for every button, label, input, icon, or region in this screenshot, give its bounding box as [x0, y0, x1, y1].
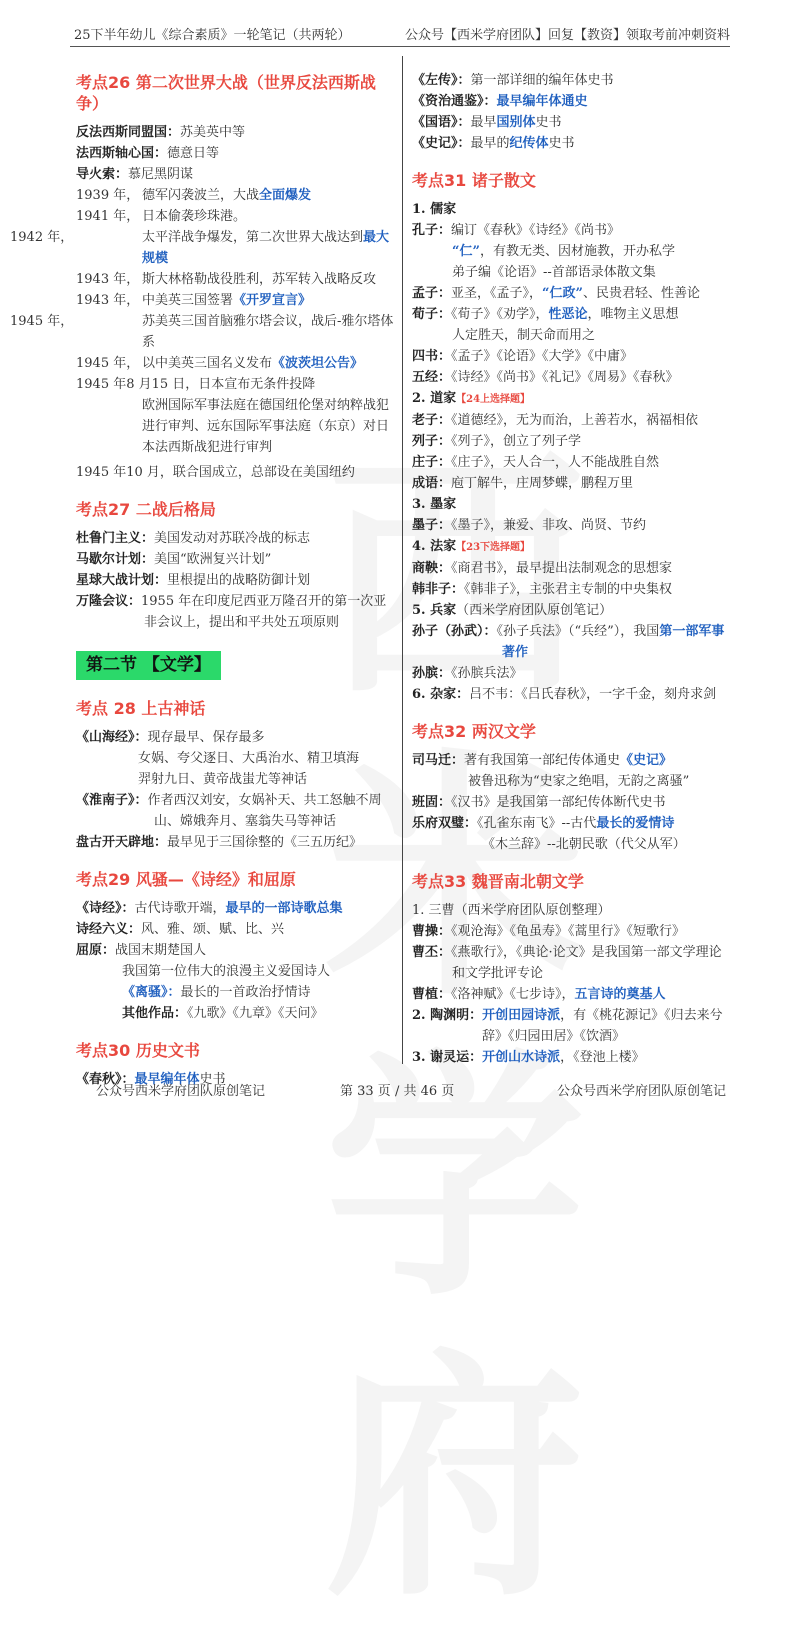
kp26-event: 1945 年8 月15 日，日本宣布无条件投降 — [76, 377, 316, 392]
page-header — [70, 22, 730, 47]
kp30-zuozhuan: 《左传》：第一部详细的编年体史书 — [412, 73, 614, 88]
kp33-sancao: 1. 三曹（西米学府团队原创整理） — [412, 903, 611, 918]
page-number: 第 33 页 / 共 46 页 — [340, 1084, 455, 1099]
kp30-guoyu: 《国语》：最早国别体史书 — [412, 115, 562, 130]
kp27-item: 万隆会议：1955 年在印度尼西亚万隆召开的第一次亚非会议上，提出和平共处五项原则 — [76, 594, 387, 630]
kp31-sunwu: 孙子（孙武）：《孙子兵法》（“兵经”），我国第一部军事著作 — [412, 624, 725, 660]
kp29-other: 其他作品：《九歌》《九章》《天问》 — [122, 1006, 324, 1021]
left-column — [10, 70, 394, 1090]
kp31-zhuangzi: 庄子：《庄子》，天人合一，人不能战胜自然 — [412, 455, 660, 470]
kp31-shangyang: 商鞅：《商君书》，最早提出法制观念的思想家 — [412, 561, 673, 576]
footer-left: 公众号西米学府团队原创笔记 — [96, 1084, 266, 1099]
kp28-pangu: 盘古开天辟地：最早见于三国徐整的《三五历纪》 — [76, 835, 363, 850]
kp28-shj-line: 女娲、夸父逐日、大禹治水、精卫填海 — [138, 751, 360, 766]
kp33-title: 考点33 魏晋南北朝文学 — [412, 872, 584, 891]
kp26-event: 1941 年， 日本偷袭珍珠港。 — [76, 209, 247, 224]
kp31-mo: 3. 墨家 — [412, 497, 457, 512]
kp32-yuefu-line: 《木兰辞》--北朝民歌（代父从军） — [482, 837, 686, 852]
kp31-hanfei: 韩非子：《韩非子》，主张君主专制的中央集权 — [412, 582, 673, 597]
kp27-title: 考点27 二战后格局 — [76, 500, 216, 519]
kp31-laozi: 老子：《道德经》，无为而治，上善若水，祸福相依 — [412, 413, 699, 428]
kp26-fuse: 导火索：慕尼黑阴谋 — [76, 167, 194, 182]
kp31-bing: 5. 兵家（西米学府团队原创笔记） — [412, 603, 613, 618]
kp26-ally: 反法西斯同盟国：苏美英中等 — [76, 125, 246, 140]
kp31-title: 考点31 诸子散文 — [412, 171, 536, 190]
kp31-sunbin: 孙膑：《孙膑兵法》 — [412, 666, 523, 681]
kp28-shj-line: 羿射九日、黄帝战蚩尤等神话 — [138, 772, 308, 787]
kp31-dao: 2. 道家【24上选择题】 — [412, 391, 531, 406]
kp32-bangu: 班固：《汉书》是我国第一部纪传体断代史书 — [412, 795, 666, 810]
kp26-event: 1939 年， 德军闪袭波兰，大战全面爆发 — [76, 188, 312, 203]
kp28-title: 考点 28 上古神话 — [76, 699, 206, 718]
kp32-title: 考点32 两汉文学 — [412, 722, 536, 741]
kp31-xunzi: 荀子：《荀子》《劝学》，性恶论，唯物主义思想 — [412, 307, 679, 322]
kp26-event: 1945 年10 月，联合国成立，总部设在美国纽约 — [76, 465, 355, 480]
kp33-caozhi: 曹植：《洛神赋》《七步诗》，五言诗的奠基人 — [412, 987, 666, 1002]
kp31-chengyu: 成语：庖丁解牛，庄周梦蝶，鹏程万里 — [412, 476, 634, 491]
kp28-shj: 《山海经》：现存最早、保存最多 — [76, 730, 265, 745]
kp32-simaqian: 司马迁：著有我国第一部纪传体通史《史记》 — [412, 753, 673, 768]
kp26-event: 1943 年， 中美英三国签署《开罗宣言》 — [76, 293, 312, 308]
kp31-kongzi-line: 弟子编《论语》--首部语录体散文集 — [452, 265, 656, 280]
kp26-axis: 法西斯轴心国：德意日等 — [76, 146, 220, 161]
header-right: 公众号【西米学府团队】回复【教资】领取考前冲刺资料 — [404, 28, 730, 43]
kp30-title: 考点30 历史文书 — [76, 1041, 200, 1060]
kp31-kongzi-line: “仁”，有教无类、因材施教，开办私学 — [452, 244, 675, 259]
kp26-title: 考点26 第二次世界大战（世界反法西斯战争） — [76, 73, 376, 113]
kp29-shijing: 《诗经》：古代诗歌开端，最早的一部诗歌总集 — [76, 901, 343, 916]
kp26-event: 1945 年， 以中美英三国名义发布《波茨坦公告》 — [76, 356, 364, 371]
kp30-shiji: 《史记》：最早的纪传体史书 — [412, 136, 575, 151]
kp28-hnz: 《淮南子》：作者西汉刘安，女娲补天、共工怒触不周山、嫦娥奔月、塞翁失马等神话 — [76, 793, 382, 829]
kp31-wujing: 五经：《诗经》《尚书》《礼记》《周易》《春秋》 — [412, 370, 679, 385]
kp27-item: 杜鲁门主义：美国发动对苏联冷战的标志 — [76, 531, 311, 546]
kp29-lisao: 《离骚》：最长的一首政治抒情诗 — [122, 985, 311, 1000]
kp29-quyuan-line: 我国第一位伟大的浪漫主义爱国诗人 — [122, 964, 331, 979]
kp26-trials: 欧洲国际军事法庭在德国纽伦堡对纳粹战犯进行审判、远东国际军事法庭（东京）对日本法西斯战犯进行审判 — [142, 398, 390, 455]
kp26-event: 1942 年， 太平洋战争爆发，第二次世界大战达到最大规模 — [10, 230, 390, 266]
kp26-event: 1945 年， 苏美英三国首脑雅尔塔会议，战后-雅尔塔体系 — [10, 314, 394, 350]
kp29-title: 考点29 风骚—《诗经》和屈原 — [76, 870, 296, 889]
right-column — [412, 70, 732, 1068]
kp31-kongzi: 孔子：编订《春秋》《诗经》《尚书》 — [412, 223, 621, 238]
kp32-yuefu: 乐府双璧：《孔雀东南飞》--古代最长的爱情诗 — [412, 816, 675, 831]
kp33-caopi: 曹丕：《燕歌行》，《典论·论文》是我国第一部文学理论和文学批评专论 — [412, 945, 722, 981]
kp31-sishu: 四书：《孟子》《论语》《大学》《中庸》 — [412, 349, 634, 364]
kp30-zztj: 《资治通鉴》：最早编年体通史 — [412, 94, 588, 109]
kp31-ru: 1. 儒家 — [412, 202, 457, 217]
kp31-mozi: 墨子：《墨子》，兼爱、非攻、尚贤、节约 — [412, 518, 647, 533]
section-title: 第二节 【文学】 — [76, 651, 221, 680]
kp31-liezi: 列子：《列子》，创立了列子学 — [412, 434, 582, 449]
kp32-simaqian-line: 被鲁迅称为“史家之绝唱，无韵之离骚” — [468, 774, 690, 789]
kp31-za: 6. 杂家：吕不韦：《吕氏春秋》，一字千金，刻舟求剑 — [412, 687, 717, 702]
header-left: 25下半年幼儿《综合素质》一轮笔记（共两轮） — [74, 28, 351, 43]
column-divider — [402, 56, 403, 1064]
kp29-liuyi: 诗经六义：风、雅、颂、赋、比、兴 — [76, 922, 285, 937]
kp27-item: 星球大战计划：里根提出的战略防御计划 — [76, 573, 311, 588]
kp33-taoyuanming: 2. 陶渊明：开创田园诗派，有《桃花源记》《归去来兮辞》《归园田居》《饮酒》 — [412, 1008, 723, 1044]
kp33-caocao: 曹操：《观沧海》《龟虽寿》《蒿里行》《短歌行》 — [412, 924, 686, 939]
footer-right: 公众号西米学府团队原创笔记 — [556, 1084, 726, 1099]
kp29-quyuan: 屈原：战国末期楚国人 — [76, 943, 207, 958]
kp27-item: 马歇尔计划：美国“欧洲复兴计划” — [76, 552, 272, 567]
kp30-chunqiu: 《春秋》：最早编年体史书 — [76, 1072, 226, 1087]
kp31-fa: 4. 法家【23下选择题】 — [412, 539, 531, 554]
kp26-event: 1943 年， 斯大林格勒战役胜利，苏军转入战略反攻 — [76, 272, 377, 287]
kp33-xielingyun: 3. 谢灵运：开创山水诗派，《登池上楼》 — [412, 1050, 645, 1065]
kp31-xunzi-line: 人定胜天，制天命而用之 — [452, 328, 596, 343]
kp31-mengzi: 孟子：亚圣，《孟子》，“仁政”、民贵君轻、性善论 — [412, 286, 701, 301]
